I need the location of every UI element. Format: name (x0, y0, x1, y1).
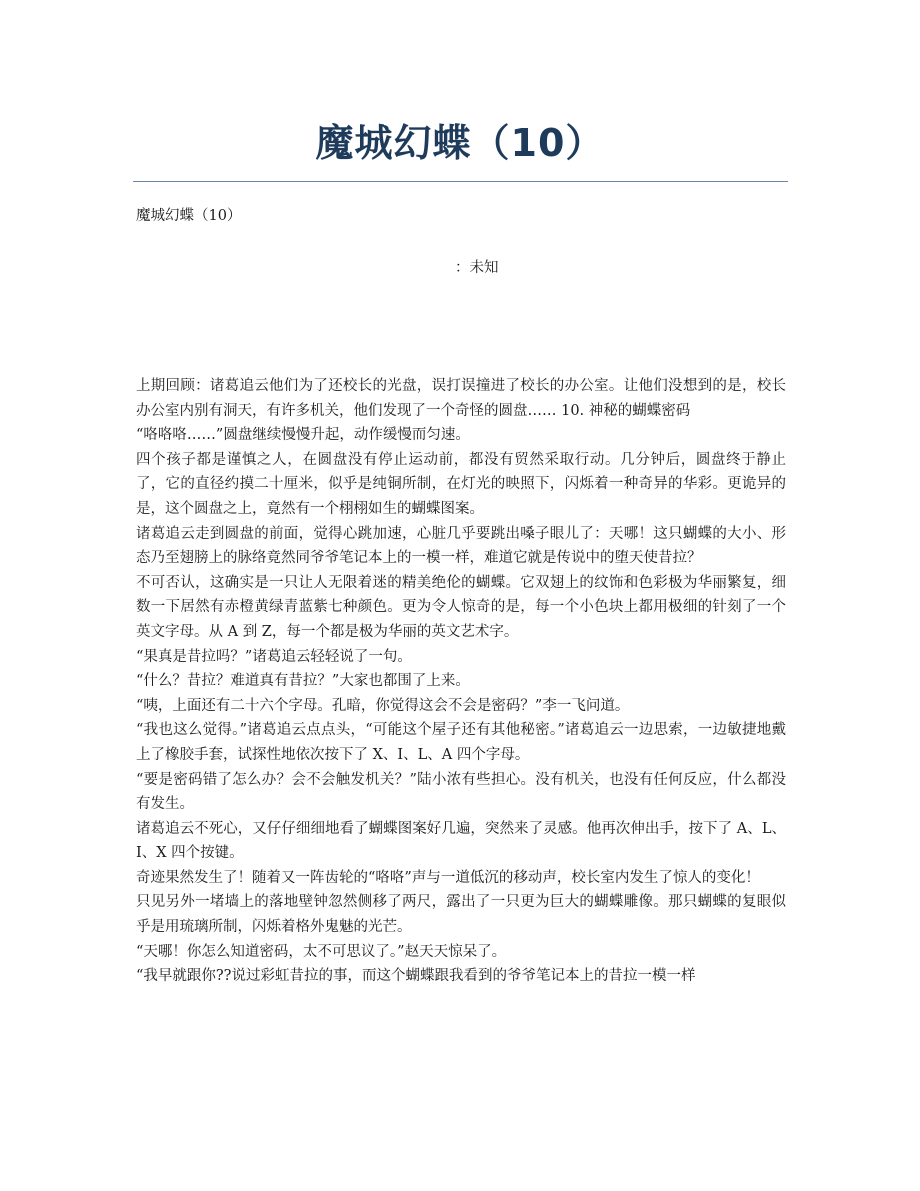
paragraph: “我也这么觉得。”诸葛追云点点头，“可能这个屋子还有其他秘密。”诸葛追云一边思索，一边敏捷地戴上了橡胶手套，试探性地依次按下了 X、I、L、A 四个字母。 (136, 722, 786, 763)
paragraph: 只见另外一堵墙上的落地壁钟忽然侧移了两尺，露出了一只更为巨大的蝴蝶雕像。那只蝴蝶的复眼似乎是用琉璃所制，闪烁着格外鬼魅的光芒。 (136, 894, 786, 936)
paragraph: “咯咯咯……”圆盘继续慢慢升起，动作缓慢而匀速。 (136, 427, 470, 444)
paragraph: 不可否认，这确实是一只让人无限着迷的精美绝伦的蝴蝶。它双翅上的纹饰和色彩极为华丽繁复，细数一下居然有赤橙黄绿青蓝紫七种颜色。更为令人惊奇的是，每一个小色块上都用极细的针刻了一个英文字母。从 A 到 Z，每一个都是极为华丽的英文艺术字。 (136, 574, 786, 640)
document-title: 魔城幻蝶（10） (315, 121, 605, 165)
paragraph: 诸葛追云不死心，又仔仔细细地看了蝴蝶图案好几遍，突然来了灵感。他再次伸出手，按下了 A、L、I、X 四个按键。 (136, 820, 786, 862)
paragraph: “天哪！你怎么知道密码，太不可思议了。”赵天天惊呆了。 (136, 943, 507, 960)
paragraph: 四个孩子都是谨慎之人，在圆盘没有停止运动前，都没有贸然采取行动。几分钟后，圆盘终于静止了，它的直径约摸二十厘米，似乎是纯铜所制，在灯光的映照下，闪烁着一种奇异的华彩。更诡异的是，这个圆盘之上，竟然有一个栩栩如生的蝴蝶图案。 (136, 451, 786, 517)
paragraph: “要是密码错了怎么办？会不会触发机关？”陆小浓有些担心。没有机关，也没有任何反应，什么都没有发生。 (136, 771, 786, 813)
paragraph: 奇迹果然发生了！随着又一阵齿轮的“咯咯”声与一道低沉的移动声，校长室内发生了惊人的变化！ (136, 869, 760, 886)
paragraph: “我早就跟你??说过彩虹昔拉的事，而这个蝴蝶跟我看到的爷爷笔记本上的昔拉一模一样 (136, 968, 696, 985)
paragraph: “果真是昔拉吗？”诸葛追云轻轻说了一句。 (136, 648, 412, 665)
document-subtitle: 魔城幻蝶（10） (136, 208, 242, 224)
paragraph: “什么？昔拉？难道真有昔拉？”大家也都围了上来。 (136, 673, 470, 690)
paragraph: “咦，上面还有二十六个字母。孔暗，你觉得这会不会是密码？”李一飞问道。 (136, 697, 630, 714)
title-divider (133, 181, 788, 182)
document-body (136, 374, 786, 989)
document-author: ：未知 (455, 260, 499, 276)
paragraph: 诸葛追云走到圆盘的前面，觉得心跳加速，心脏几乎要跳出嗓子眼儿了：天哪！这只蝴蝶的大小、形态乃至翅膀上的脉络竟然同爷爷笔记本上的一模一样，难道它就是传说中的堕天使昔拉？ (136, 525, 786, 567)
paragraph: 上期回顾：诸葛追云他们为了还校长的光盘，误打误撞进了校长的办公室。让他们没想到的是，校长办公室内别有洞天，有许多机关，他们发现了一个奇怪的圆盘…… 10. 神秘的蝴蝶密码 (136, 378, 786, 419)
